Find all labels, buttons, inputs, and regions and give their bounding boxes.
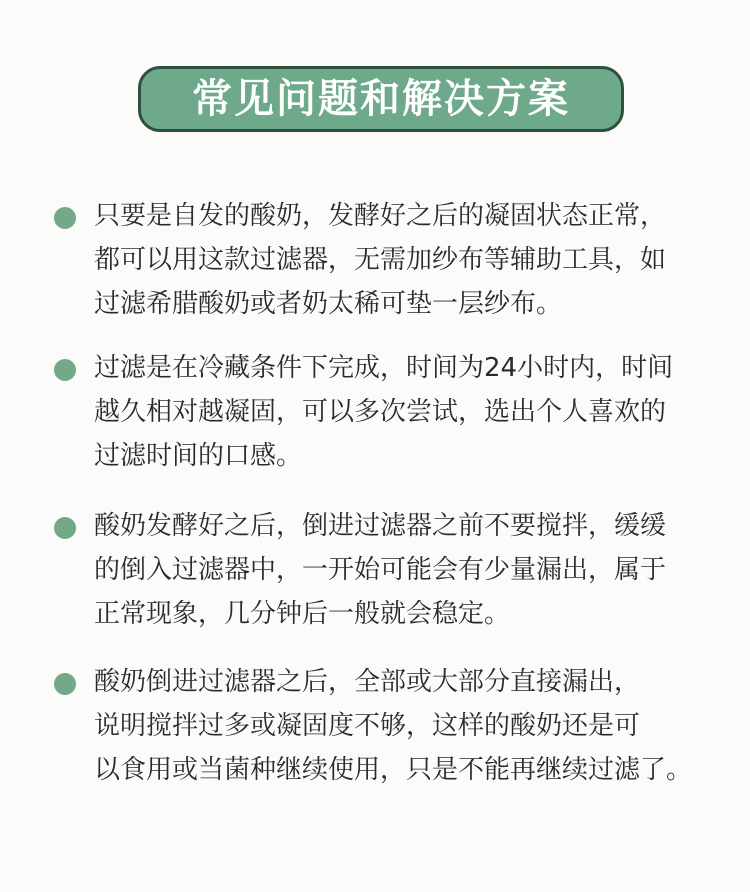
faq-line: 的倒入过滤器中，一开始可能会有少量漏出，属于 [94,555,667,585]
faq-item-text [94,194,666,326]
faq-line: 过滤是在冷藏条件下完成，时间为24小时内，时间 [94,353,674,383]
faq-line: 只要是自发的酸奶，发酵好之后的凝固状态正常， [94,201,667,231]
faq-line: 过滤希腊酸奶或者奶太稀可垫一层纱布。 [94,289,563,319]
bullet-icon [54,517,76,539]
faq-line: 说明搅拌过多或凝固度不够，这样的酸奶还是可 [94,711,641,741]
faq-line: 酸奶发酵好之后，倒进过滤器之前不要搅拌，缓缓 [94,511,667,541]
faq-item-text [94,504,666,636]
faq-item-text [94,346,673,478]
faq-item-text [94,660,692,792]
faq-line: 正常现象，几分钟后一般就会稳定。 [94,599,511,629]
page-title: 常见问题和解决方案 [192,76,570,122]
title-badge [138,66,624,132]
faq-line: 越久相对越凝固，可以多次尝试，选出个人喜欢的 [94,397,667,427]
bullet-icon [54,359,76,381]
faq-line: 酸奶倒进过滤器之后，全部或大部分直接漏出， [94,667,641,697]
faq-line: 都可以用这款过滤器，无需加纱布等辅助工具，如 [94,245,667,275]
faq-line: 以食用或当菌种继续使用，只是不能再继续过滤了。 [94,755,693,785]
bullet-icon [54,207,76,229]
faq-line: 过滤时间的口感。 [94,441,303,471]
bullet-icon [54,673,76,695]
